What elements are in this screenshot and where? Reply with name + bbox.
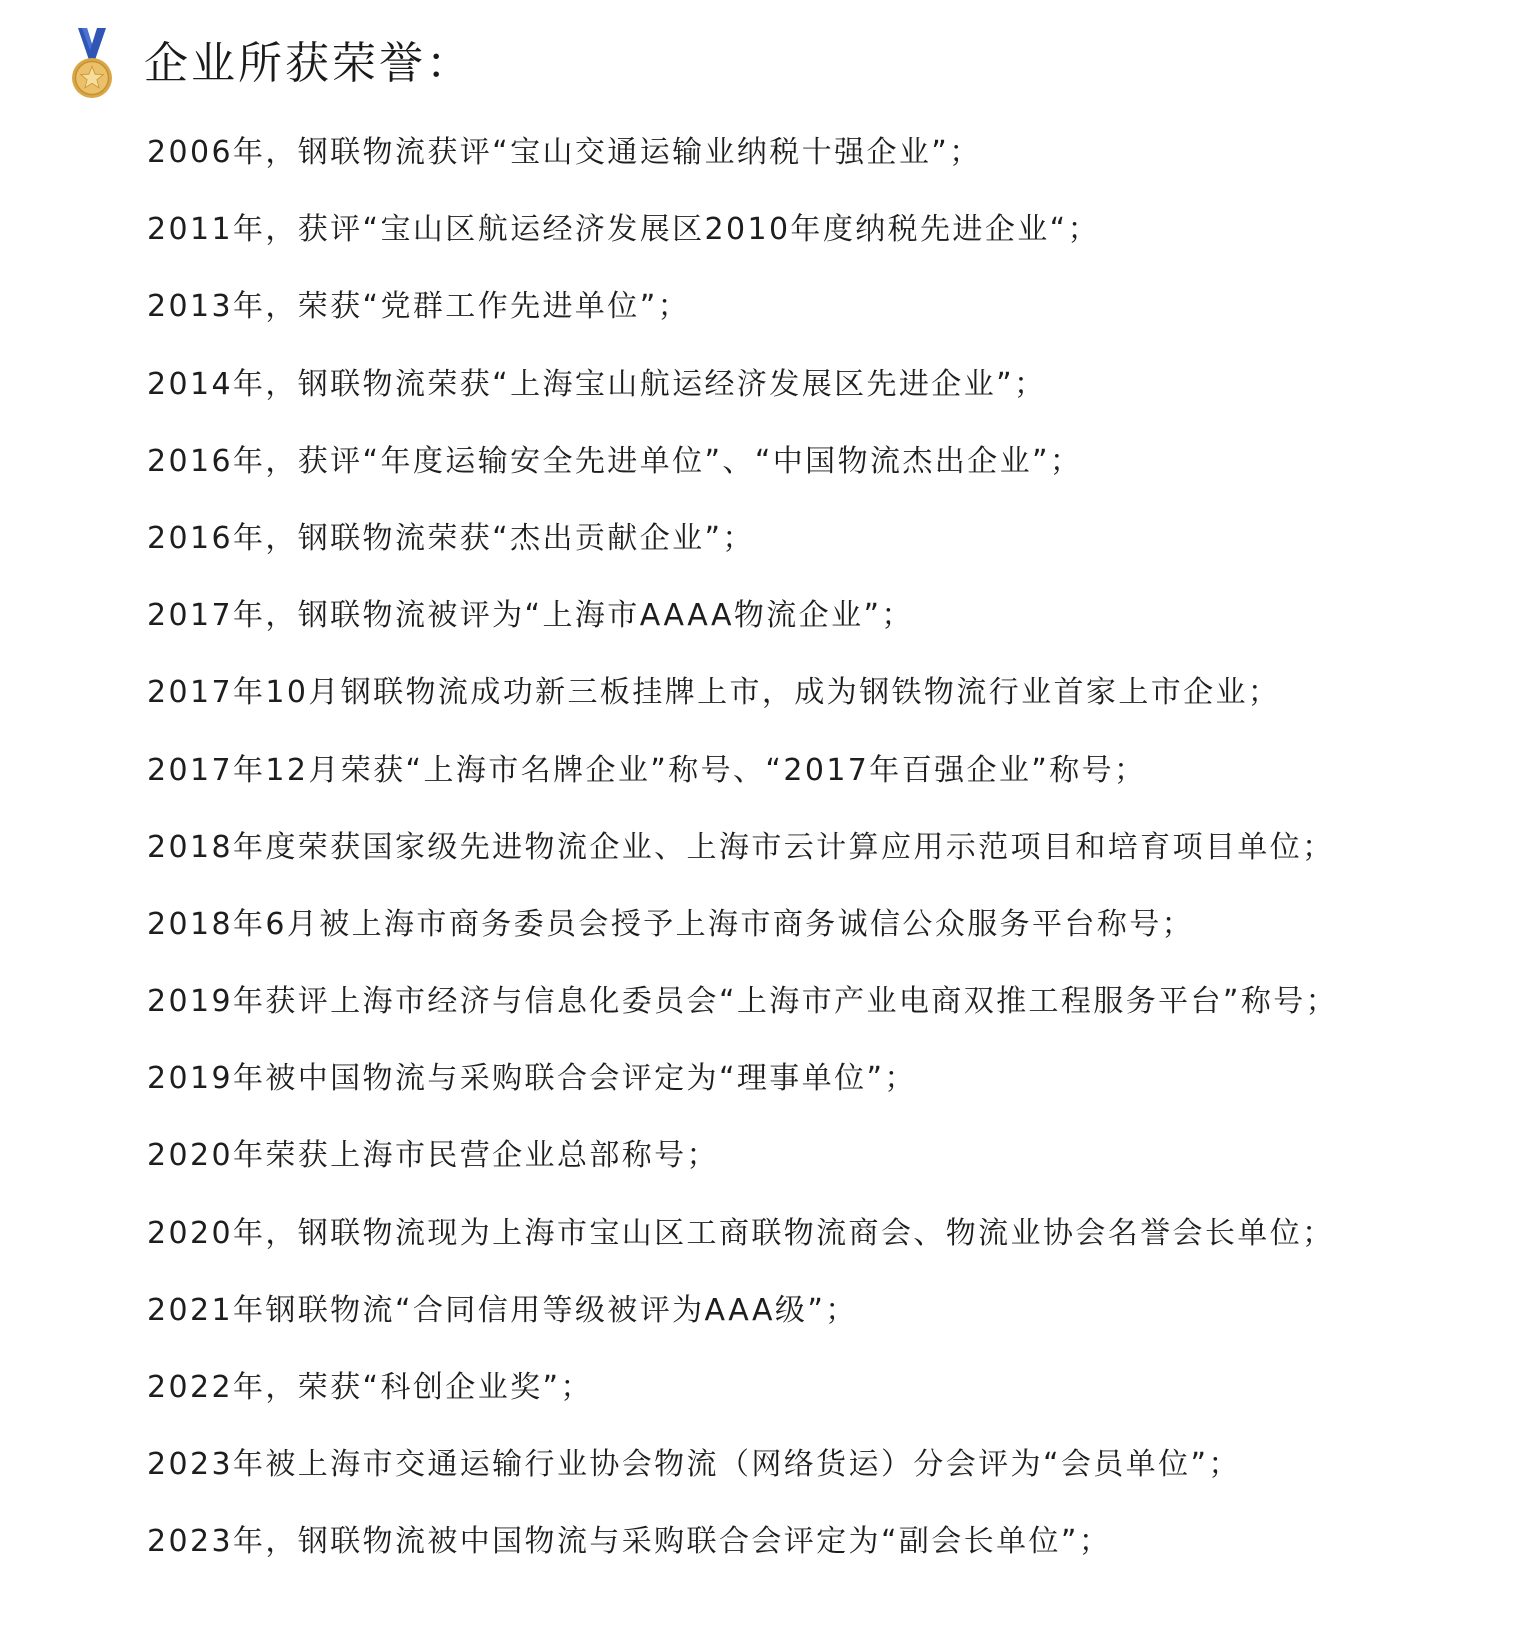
honor-item: 2023年被上海市交通运输行业协会物流（网络货运）分会评为“会员单位”； (147, 1447, 1241, 1483)
honor-item: 2020年，钢联物流现为上海市宝山区工商联物流商会、物流业协会名誉会长单位； (147, 1215, 1335, 1251)
honor-item: 2014年，钢联物流荣获“上海宝山航运经济发展区先进企业”； (147, 366, 1047, 402)
honor-item: 2011年，获评“宝山区航运经济发展区2010年度纳税先进企业“； (147, 212, 1100, 248)
honor-item: 2018年度荣获国家级先进物流企业、上海市云计算应用示范项目和培育项目单位； (147, 829, 1335, 865)
honor-item: 2018年6月被上海市商务委员会授予上海市商务诚信公众服务平台称号； (147, 906, 1195, 942)
honor-item: 2019年被中国物流与采购联合会评定为“理事单位”； (147, 1061, 917, 1097)
honor-item: 2019年获评上海市经济与信息化委员会“上海市产业电商双推工程服务平台”称号； (147, 984, 1339, 1020)
honor-item: 2016年，获评“年度运输安全先进单位”、“中国物流杰出企业”； (147, 443, 1083, 479)
page-title: 企业所获荣誉： (144, 38, 473, 89)
honor-item: 2022年，荣获“科创企业奖”； (147, 1370, 593, 1405)
honor-item: 2017年12月荣获“上海市名牌企业”称号、“2017年百强企业”称号； (147, 752, 1147, 788)
honor-item: 2006年，钢联物流获评“宝山交通运输业纳税十强企业”； (147, 135, 982, 170)
honor-item: 2020年荣获上海市民营企业总部称号； (147, 1138, 719, 1174)
medal-icon (70, 28, 114, 100)
honor-item: 2023年，钢联物流被中国物流与采购联合会评定为“副会长单位”； (147, 1524, 1112, 1560)
honor-list (147, 124, 1507, 1591)
honor-item: 2013年，荣获“党群工作先进单位”； (147, 289, 691, 325)
honor-item: 2017年，钢联物流被评为“上海市AAAA物流企业”； (147, 598, 914, 634)
honor-item: 2021年钢联物流“合同信用等级被评为AAA级”； (147, 1292, 858, 1328)
honor-item: 2017年10月钢联物流成功新三板挂牌上市，成为钢铁物流行业首家上市企业； (147, 675, 1281, 711)
honor-item: 2016年，钢联物流荣获“杰出贡献企业”； (147, 520, 755, 556)
page-header (70, 28, 473, 100)
